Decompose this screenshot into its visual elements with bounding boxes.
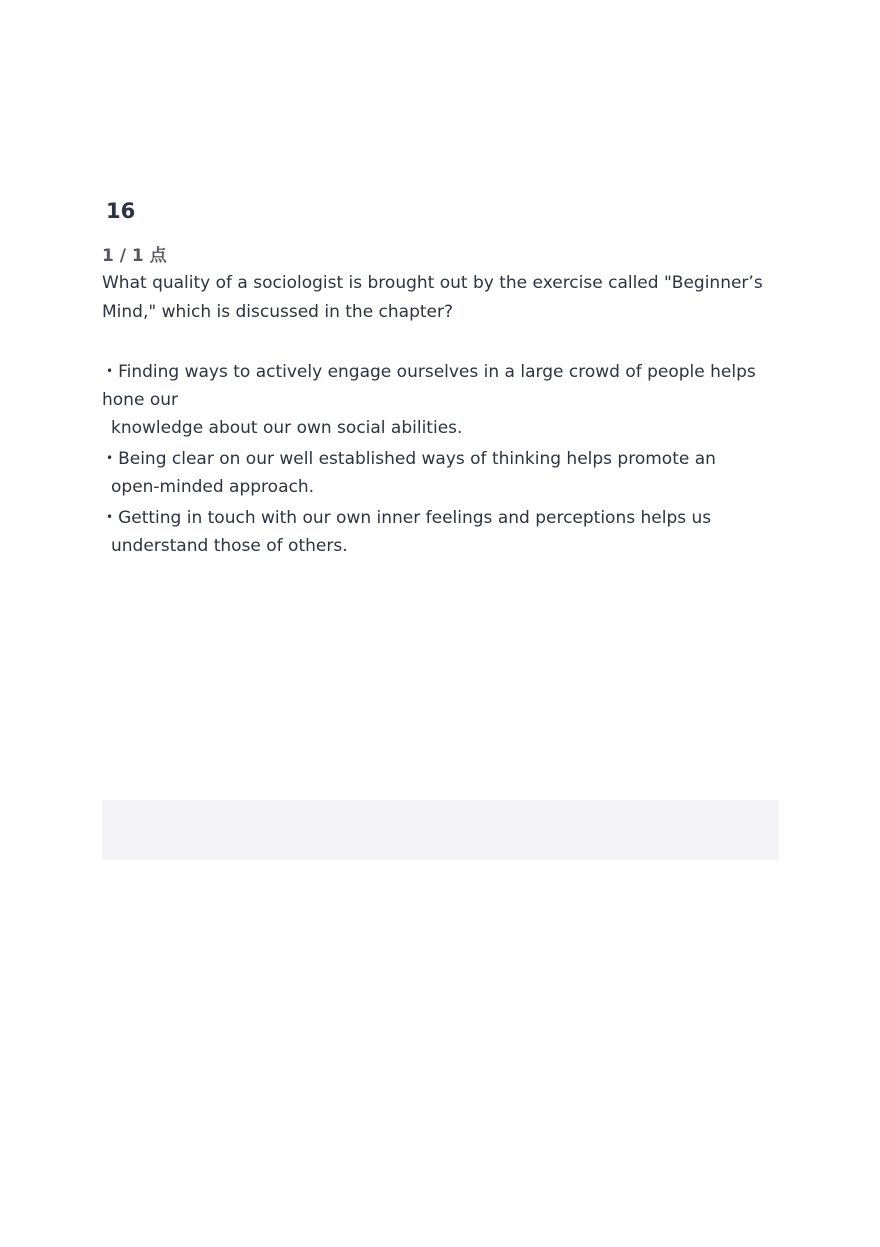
question-number: 16 — [106, 199, 136, 223]
option-1-line-2: hone our — [102, 390, 178, 410]
question-score: 1 / 1 点 — [102, 246, 167, 266]
bullet-icon: • — [106, 451, 114, 465]
option-3-line-1 — [102, 503, 792, 532]
option-3-text-1: Getting in touch with our own inner feelings and perceptions helps us — [118, 508, 712, 528]
option-2-line-2: open-minded approach. — [111, 477, 315, 497]
answer-option-2 — [102, 444, 792, 501]
answer-options — [102, 357, 792, 562]
bullet-icon: • — [106, 510, 114, 524]
option-2-text-1: Being clear on our well established ways of thinking helps promote an — [118, 449, 716, 469]
option-1-line-1 — [102, 357, 792, 386]
question-text-line-2: Mind," which is discussed in the chapter? — [102, 301, 454, 322]
option-1-text-1: Finding ways to actively engage ourselves in a large crowd of people helps — [118, 362, 756, 382]
feedback-box — [102, 800, 779, 860]
question-text — [102, 269, 792, 326]
answer-option-1 — [102, 357, 792, 442]
option-3-line-2: understand those of others. — [111, 536, 348, 556]
option-1-line-3: knowledge about our own social abilities. — [111, 418, 463, 438]
question-text-line-1: What quality of a sociologist is brought out by the exercise called "Beginner’s — [102, 273, 763, 293]
answer-option-3 — [102, 503, 792, 560]
bullet-icon: • — [106, 364, 114, 378]
option-2-line-1 — [102, 444, 792, 473]
